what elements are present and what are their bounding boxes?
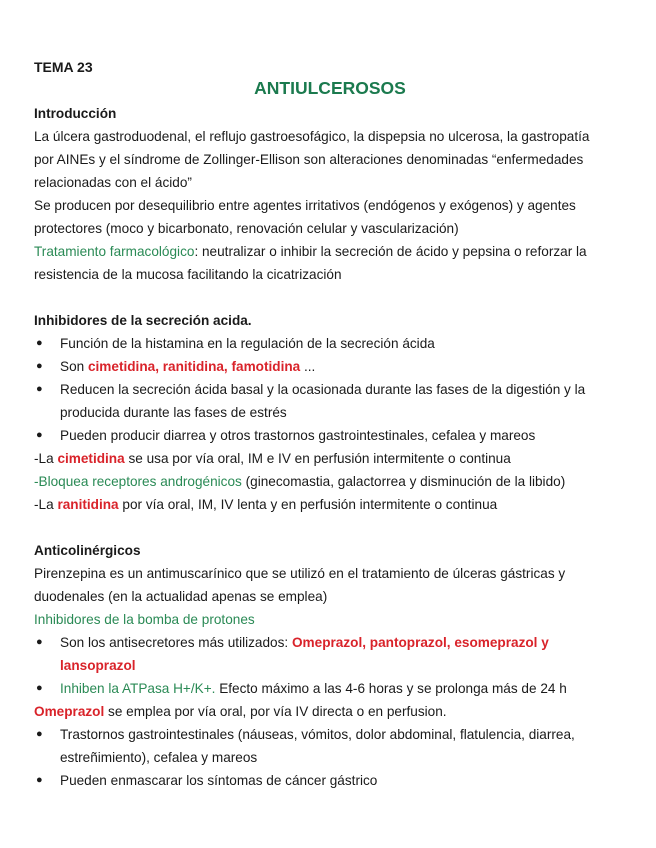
drug-names: cimetidina, ranitidina, famotidina bbox=[87, 359, 301, 374]
list-item: ● Pueden producir diarrea y otros trastornos gastrointestinales, cefalea y mareos bbox=[34, 424, 624, 447]
inhibitors-heading: Inhibidores de la secreción acida. bbox=[34, 313, 252, 328]
anti-line: duodenales (en la actualidad apenas se emplea) bbox=[34, 589, 328, 604]
list-item-continuation: estreñimiento), cefalea y mareos bbox=[60, 750, 258, 765]
list-item: ● Son los antisecretores más utilizados: Omeprazol, pantoprazol, esomeprazol y bbox=[34, 631, 624, 654]
note-line: -La cimetidina se usa por vía oral, IM e IV en perfusión intermitente o continua bbox=[34, 451, 511, 466]
intro-line: La úlcera gastroduodenal, el reflujo gastroesofágico, la dispepsia no ulcerosa, la gastropatía bbox=[34, 129, 590, 144]
bullet-icon: ● bbox=[36, 360, 43, 372]
bullet-icon: ● bbox=[36, 728, 43, 740]
document-page bbox=[34, 56, 624, 792]
treatment-label: Tratamiento farmacológico bbox=[34, 244, 195, 259]
list-item: ● Son cimetidina, ranitidina, famotidina ... bbox=[34, 355, 624, 378]
ppi-subheading: Inhibidores de la bomba de protones bbox=[34, 612, 255, 627]
bullet-icon: ● bbox=[36, 774, 43, 786]
note-line: Omeprazol se emplea por vía oral, por vía IV directa o en perfusion. bbox=[34, 704, 447, 719]
intro-line: Se producen por desequilibrio entre agentes irritativos (endógenos y exógenos) y agentes bbox=[34, 198, 576, 213]
note-line: -Bloquea receptores androgénicos (ginecomastia, galactorrea y disminución de la libido) bbox=[34, 474, 566, 489]
bullet-icon: ● bbox=[36, 636, 43, 648]
bullet-icon: ● bbox=[36, 682, 43, 694]
anti-line: Pirenzepina es un antimuscarínico que se utilizó en el tratamiento de úlceras gástricas y bbox=[34, 566, 566, 581]
anticholinergics-heading: Anticolinérgicos bbox=[34, 543, 141, 558]
list-item: ● Reducen la secreción ácida basal y la ocasionada durante las fases de la digestión y la bbox=[34, 378, 624, 401]
topic-number: TEMA 23 bbox=[34, 59, 93, 75]
bullet-icon: ● bbox=[36, 383, 43, 395]
list-item-continuation: lansoprazol bbox=[60, 658, 136, 673]
treatment-line: Tratamiento farmacológico: neutralizar o inhibir la secreción de ácido y pepsina o reforzar la bbox=[34, 244, 587, 259]
intro-heading: Introducción bbox=[34, 106, 117, 121]
bullet-icon: ● bbox=[36, 337, 43, 349]
note-line: -La ranitidina por vía oral, IM, IV lenta y en perfusión intermitente o continua bbox=[34, 497, 498, 512]
intro-line: protectores (moco y bicarbonato, renovación celular y vascularización) bbox=[34, 221, 459, 236]
list-item: ● Inhiben la ATPasa H+/K+. Efecto máximo a las 4-6 horas y se prolonga más de 24 h bbox=[34, 677, 624, 700]
intro-line: resistencia de la mucosa facilitando la cicatrización bbox=[34, 267, 342, 282]
page-title: ANTIULCEROSOS bbox=[254, 78, 406, 98]
drug-names: Omeprazol, pantoprazol, esomeprazol y bbox=[291, 635, 549, 650]
list-item: ● Trastornos gastrointestinales (náuseas, vómitos, dolor abdominal, flatulencia, diarrea, bbox=[34, 723, 624, 746]
bullet-icon: ● bbox=[36, 429, 43, 441]
list-item: ● Pueden enmascarar los síntomas de cáncer gástrico bbox=[34, 769, 624, 792]
intro-line: por AINEs y el síndrome de Zollinger-Ellison son alteraciones denominadas “enfermedades bbox=[34, 152, 584, 167]
intro-line: relacionadas con el ácido” bbox=[34, 175, 192, 190]
list-item: ● Función de la histamina en la regulación de la secreción ácida bbox=[34, 332, 624, 355]
list-item-continuation: producida durante las fases de estrés bbox=[60, 405, 287, 420]
